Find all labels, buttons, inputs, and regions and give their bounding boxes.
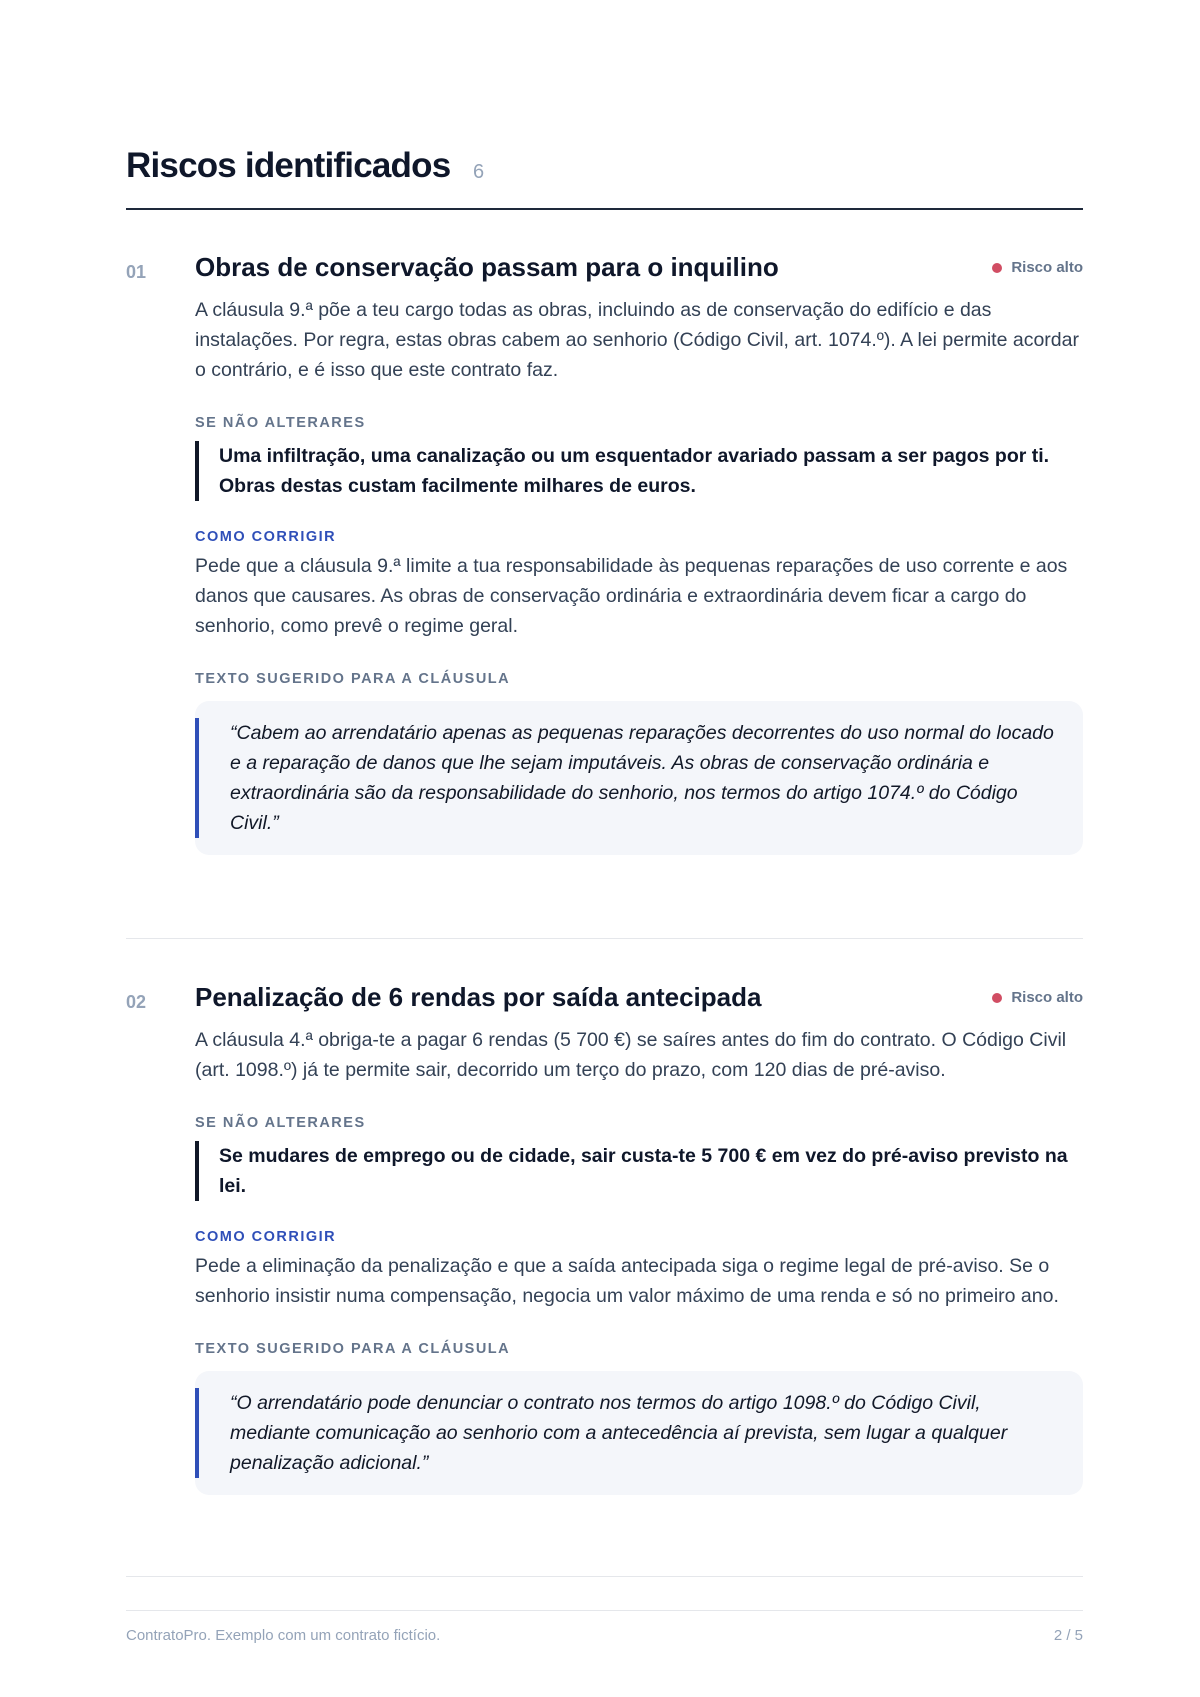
section-header bbox=[126, 136, 1083, 210]
risk-badge bbox=[992, 989, 1083, 1006]
footer-note: ContratoPro. Exemplo com um contrato fictício. bbox=[126, 1627, 441, 1644]
risk-high-dot-icon bbox=[992, 263, 1002, 273]
suggested-clause-text: “O arrendatário pode denunciar o contrato nos termos do artigo 1098.º do Código Civil, mediante comunicação ao senhorio com a antecedência aí prevista, sem lugar a qualquer penalização adicional.” bbox=[195, 1388, 1063, 1478]
fix-text: Pede a eliminação da penalização e que a saída antecipada siga o regime legal de pré-aviso. Se o senhorio insistir numa compensação, negocia um valor máximo de uma renda e só no primeiro ano. bbox=[195, 1255, 1059, 1307]
page-footer bbox=[126, 1610, 1083, 1644]
suggested-clause-text: “Cabem ao arrendatário apenas as pequenas reparações decorrentes do uso normal do locado e a reparação de danos que lhe sejam imputáveis. As obras de conservação ordinária e extraordinária são da responsabilidade do senhorio, nos termos do artigo 1074.º do Código Civil.” bbox=[195, 718, 1063, 838]
impact-callout: Se mudares de emprego ou de cidade, sair custa-te 5 700 € em vez do pré-aviso previsto na lei. bbox=[195, 1141, 1083, 1201]
impact-label: SE NÃO ALTERARES bbox=[195, 1115, 366, 1131]
fix-label: COMO CORRIGIR bbox=[195, 529, 337, 545]
risk-description: A cláusula 9.ª põe a teu cargo todas as obras, incluindo as de conservação do edifício e das instalações. Por regra, estas obras cabem ao senhorio (Código Civil, art. 1074.º). A lei permite acordar o contrário, e é isso que este contrato faz. bbox=[195, 299, 1079, 381]
risk-badge-label: Risco alto bbox=[1011, 989, 1083, 1006]
page-number: 2 / 5 bbox=[1053, 1627, 1083, 1644]
risk-number: 02 bbox=[126, 992, 147, 1012]
fix-text: Pede que a cláusula 9.ª limite a tua responsabilidade às pequenas reparações de uso corrente e aos danos que causares. As obras de conservação ordinária e extraordinária devem ficar a cargo do senhorio, como prevê o regime geral. bbox=[195, 555, 1068, 637]
impact-callout: Uma infiltração, uma canalização ou um esquentador avariado passam a ser pagos por ti. Obras destas custam facilmente milhares de euros. bbox=[195, 441, 1083, 501]
suggest-label: TEXTO SUGERIDO PARA A CLÁUSULA bbox=[195, 1341, 511, 1357]
risk-body bbox=[195, 980, 1083, 1495]
risk-number: 01 bbox=[126, 262, 147, 282]
suggested-clause-box bbox=[195, 701, 1083, 855]
divider bbox=[126, 938, 1083, 939]
fix-label: COMO CORRIGIR bbox=[195, 1229, 337, 1245]
risk-badge-label: Risco alto bbox=[1011, 259, 1083, 276]
risk-high-dot-icon bbox=[992, 993, 1002, 1003]
risk-body bbox=[195, 250, 1083, 855]
risk-description: A cláusula 4.ª obriga-te a pagar 6 rendas (5 700 €) se saíres antes do fim do contrato. O Código Civil (art. 1098.º) já te permite sair, decorrido um terço do prazo, com 120 dias de pré-aviso. bbox=[195, 1029, 1067, 1081]
divider bbox=[126, 1576, 1083, 1577]
suggested-clause-box bbox=[195, 1371, 1083, 1495]
risk-count: 6 bbox=[473, 161, 485, 183]
risk-title: Obras de conservação passam para o inquilino bbox=[195, 252, 779, 282]
page-title: Riscos identificados bbox=[126, 146, 451, 185]
risk-badge bbox=[992, 259, 1083, 276]
risk-title: Penalização de 6 rendas por saída antecipada bbox=[195, 982, 762, 1012]
impact-label: SE NÃO ALTERARES bbox=[195, 415, 366, 431]
suggest-label: TEXTO SUGERIDO PARA A CLÁUSULA bbox=[195, 671, 511, 687]
